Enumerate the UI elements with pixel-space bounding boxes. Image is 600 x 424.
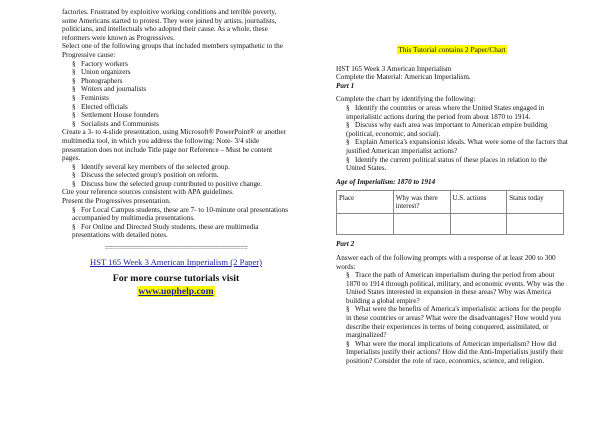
tutorial-highlight: This Tutorial contains 2 Paper/Chart — [398, 45, 506, 54]
list-item: § Identify several key members of the selected group. — [72, 163, 290, 172]
table-header: U.S. actions — [450, 191, 507, 214]
separator-rule: ======================================= — [104, 244, 248, 253]
list-item: § For Online and Directed Study students, these are multimedia presentations with detailed notes. — [72, 223, 290, 240]
list-item: § Union organizers — [72, 68, 290, 77]
table-header: Place — [337, 191, 394, 214]
age-table-title: Age of Imperialism: 1870 to 1914 — [336, 177, 436, 186]
answer-prompt: Answer each of the following prompts with a response of at least 200 to 300 words: — [336, 253, 556, 271]
list-item: § Settlement House founders — [72, 111, 290, 120]
list-item: § What were the moral implications of American imperialism? How did Imperialists justify their actions? How did the Anti-Imperialists justify their position? Consider the role of race, economics, science, and religion. — [346, 340, 568, 366]
list-item: § Identify the countries or areas where the United States engaged in imperialistic actions during the period from about 1870 to 1914. — [346, 104, 568, 121]
list-item: § Trace the path of American imperialism during the period from about 1870 to 1914 through political, military, and economic events. Why was the United States interested in expansion in these areas? Why was America building a global empire? — [346, 271, 568, 305]
list-item: § Feminists — [72, 94, 290, 103]
select-prompt: Select one of the following groups that included members sympathetic to the Progressive cause: — [62, 42, 283, 59]
list-item: § Discuss why each area was important to American empire building (political, economic, and social). — [346, 121, 568, 138]
website-link[interactable]: www.uophelp.com — [138, 285, 214, 297]
imperialism-table — [336, 190, 564, 235]
chart-items-list — [336, 104, 568, 173]
table-header: Why was there interest? — [393, 191, 450, 214]
right-page — [336, 8, 568, 366]
part1-heading: Part 1 — [336, 81, 355, 90]
list-item: § Factory workers — [72, 60, 290, 69]
part2-heading: Part 2 — [336, 240, 355, 249]
list-item: § Elected officials — [72, 103, 290, 112]
tutorial-link[interactable]: HST 165 Week 3 American Imperialism (2 Paper) — [89, 257, 263, 268]
course-title: HST 165 Week 3 American Imperialism — [336, 64, 452, 73]
campus-list — [62, 206, 290, 240]
list-item: § Writers and journalists — [72, 85, 290, 94]
chart-prompt: Complete the chart by identifying the following: — [336, 95, 476, 104]
address-list — [62, 163, 290, 189]
list-item: § Identify the current political status of these places in relation to the United States. — [346, 156, 568, 173]
list-item: § For Local Campus students, these are 7- to 10-minute oral presentations accompanied by multimedia presentations. — [72, 206, 290, 223]
table-cell — [337, 214, 394, 235]
answer-items-list — [336, 271, 568, 366]
list-item: § Discuss the selected group's position on reform. — [72, 171, 290, 180]
present-instruction: Present the Progressives presentation. — [62, 197, 171, 206]
material-title: Complete the Material: American Imperialism. — [336, 73, 471, 82]
list-item: § Photographers — [72, 77, 290, 86]
tutorials-heading: For more course tutorials visit — [112, 272, 240, 284]
table-cell — [507, 214, 564, 235]
list-item: § What were the benefits of America's imperialistic actions for the people in these countries or areas? What were the disadvantages? How would you describe their experiences in terms of being conquered, assimilated, or marginalized? — [346, 305, 568, 339]
list-item: § Socialists and Communists — [72, 120, 290, 129]
list-item: § Explain America's expansionist ideals. What were some of the factors that justified American imperialist actions? — [346, 138, 568, 155]
table-cell — [393, 214, 450, 235]
left-page — [62, 8, 290, 296]
groups-list — [62, 60, 290, 129]
table-header: Status today — [507, 191, 564, 214]
table-header-row — [337, 191, 564, 214]
list-item: § Discuss how the selected group contributed to positive change. — [72, 180, 290, 189]
intro-paragraph: factories. Frustrated by exploitive working conditions and terrible poverty, some Americans started to protest. They were joined by artists, journalists, politicians, and intellectuals who adopted their cause. As a whole, these reformers were known as Progressives. — [62, 8, 277, 42]
cite-instruction: Cite your reference sources consistent with APA guidelines. — [62, 188, 234, 197]
table-cell — [450, 214, 507, 235]
table-row — [337, 214, 564, 235]
create-instructions: Create a 3- to 4-slide presentation, using Microsoft® PowerPoint® or another multimedia tool, in which you address the following: Note- 3/4 slide presentation does not include Title page nor Reference – Must be content pages. — [62, 128, 286, 163]
